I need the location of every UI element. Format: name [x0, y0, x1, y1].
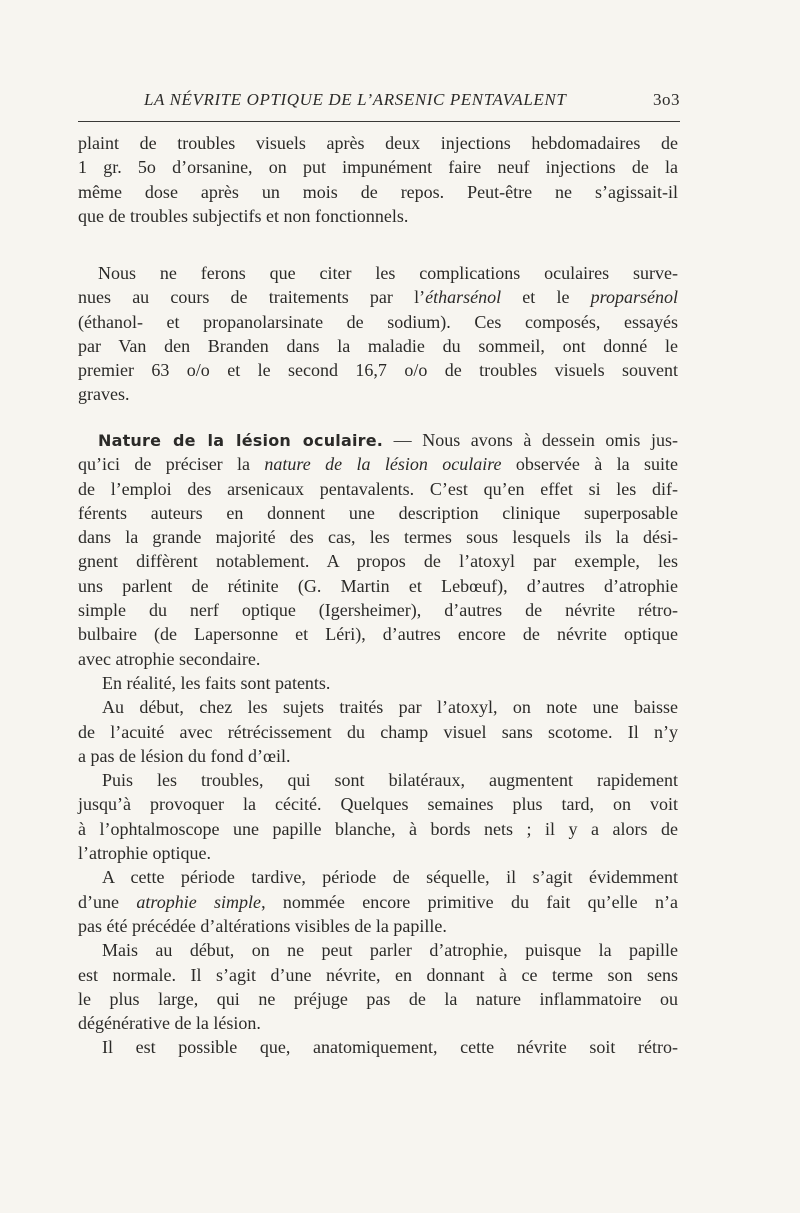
text-span: nues au cours de traitements par l’: [78, 287, 426, 308]
text-line: graves.: [78, 384, 130, 405]
text-line: A cette période tardive, période de séquelle, il s’agit évidemment: [102, 867, 678, 888]
text-line: [78, 452, 678, 476]
text-line: férents auteurs en donnent une description clinique superposable: [78, 502, 678, 523]
text-line: gnent diffèrent notablement. A propos de l’atoxyl par exemple, les: [78, 551, 678, 572]
header-rule: [78, 121, 680, 122]
text-line: En réalité, les faits sont patents.: [102, 672, 331, 693]
text-line: jusqu’à provoquer la cécité. Quelques semaines plus tard, on voit: [78, 794, 678, 815]
text-line: Mais au début, on ne peut parler d’atrophie, puisque la papille: [102, 940, 678, 961]
text-line: bulbaire (de Lapersonne et Léri), d’autres encore de névrite optique: [78, 624, 678, 645]
text-line: Au début, chez les sujets traités par l’atoxyl, on note une baisse: [102, 697, 678, 718]
text-line: uns parlent de rétinite (G. Martin et Lebœuf), d’autres d’atrophie: [78, 575, 678, 596]
drug-name-proparsenol: proparsénol: [590, 287, 678, 308]
text-line: a pas de lésion du fond d’œil.: [78, 745, 291, 766]
text-span: — Nous avons à dessein omis jus-: [383, 430, 678, 450]
text-line: dans la grande majorité des cas, les termes sous lesquels ils la dési-: [78, 527, 678, 548]
text-line: avec atrophie secondaire.: [78, 648, 261, 669]
text-line: (éthanol- et propanolarsinate de sodium). Ces composés, essayés: [78, 311, 678, 332]
text-line: simple du nerf optique (Igersheimer), d’autres de névrite rétro-: [78, 600, 678, 621]
text-line: de l’emploi des arsenicaux pentavalents. C’est qu’en effet si les dif-: [78, 478, 678, 499]
text-line: [78, 285, 678, 309]
text-line: Il est possible que, anatomiquement, cette névrite soit rétro-: [102, 1037, 678, 1058]
paragraph-complications: [78, 261, 678, 407]
text-line: à l’ophtalmoscope une papille blanche, à bords nets ; il y a alors de: [78, 818, 678, 839]
text-line: le plus large, qui ne préjuge pas de la nature inflammatoire ou: [78, 988, 678, 1009]
text-line: premier 63 o/o et le second 16,7 o/o de troubles visuels souvent: [78, 360, 678, 381]
text-line: même dose après un mois de repos. Peut-être ne s’agissait-il: [78, 181, 678, 202]
running-head: [78, 88, 680, 118]
section-heading: Nature de la lésion oculaire.: [98, 431, 384, 450]
drug-name-etharsenol: étharsénol: [425, 287, 502, 308]
text-line: que de troubles subjectifs et non fonctionnels.: [78, 205, 409, 226]
text-span: d’une: [78, 891, 137, 912]
text-line: de l’acuité avec rétrécissement du champ visuel sans scotome. Il n’y: [78, 721, 678, 742]
emphasis-nature-lesion: nature de la lésion oculaire: [264, 454, 502, 475]
page-number: 3o3: [653, 90, 680, 109]
text-span: observée à la suite: [501, 454, 678, 475]
text-span: , nommée encore primitive du fait qu’elle n’a: [261, 891, 679, 912]
text-line: 1 gr. 5o d’orsanine, on put impunément faire neuf injections de la: [78, 157, 678, 178]
paragraph-continuation: [78, 131, 678, 228]
text-span: qu’ici de préciser la: [78, 454, 265, 475]
text-span: Nous ne ferons que citer les complications oculaires surve-: [98, 263, 678, 283]
text-line: dégénérative de la lésion.: [78, 1013, 261, 1034]
text-line: [78, 428, 678, 452]
text-line: plaint de troubles visuels après deux injections hebdomadaires de: [78, 133, 678, 153]
emphasis-atrophie-simple: atrophie simple: [136, 891, 262, 912]
section-nature-lesion: [78, 428, 678, 1060]
text-line: par Van den Branden dans la maladie du sommeil, ont donné le: [78, 335, 678, 356]
text-line: [78, 261, 678, 285]
text-line: pas été précédée d’altérations visibles de la papille.: [78, 915, 447, 936]
text-line: l’atrophie optique.: [78, 843, 211, 864]
running-title: LA NÉVRITE OPTIQUE DE L’ARSENIC PENTAVALENT: [144, 90, 567, 109]
text-line: Puis les troubles, qui sont bilatéraux, augmentent rapidement: [102, 770, 678, 791]
text-line: est normale. Il s’agit d’une névrite, en donnant à ce terme son sens: [78, 964, 678, 985]
text-line: [78, 890, 678, 914]
text-span: et le: [501, 287, 591, 308]
